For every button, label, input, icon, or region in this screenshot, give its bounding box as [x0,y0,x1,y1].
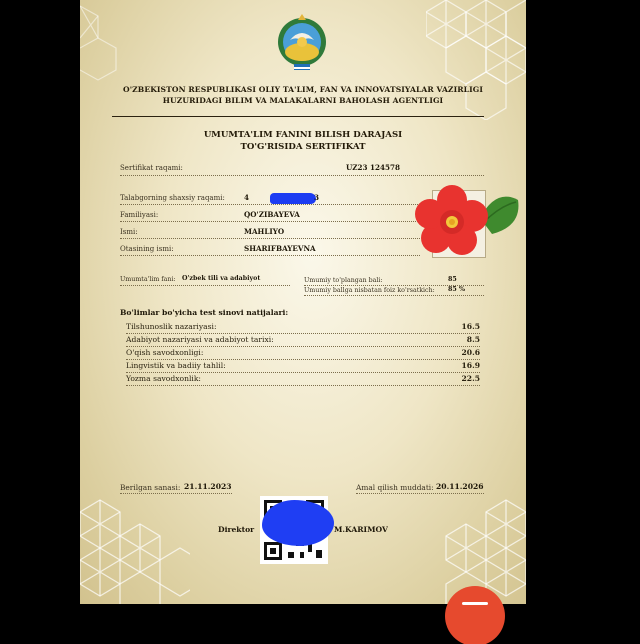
percent-value: 85 % [448,286,465,293]
agency-name [100,84,506,106]
total-score-label: Umumiy to'plangan bali: [304,277,383,284]
result-row [126,322,480,334]
percent-label: Umumiy ballga nisbatan foiz ko'rsatkich: [304,287,435,294]
redaction-mark [270,193,316,204]
result-section-name: Tilshunoslik nazariyasi: [126,322,217,331]
result-section-name: Lingvistik va badiiy tahlil: [126,361,226,370]
result-row [126,348,480,360]
title-line-1: UMUMTA'LIM FANINI BILISH DARAJASI [203,130,403,140]
dotted-line [120,204,420,205]
dotted-line [120,238,420,239]
certificate-number-label: Sertifikat raqami: [120,164,183,172]
patronymic-label: Otasining ismi: [120,245,174,253]
dotted-line [126,372,480,373]
dotted-line [304,295,484,296]
patronymic-value: SHARIFBAYEVNA [244,244,316,253]
agency-line-2: HUZURIDAGI BILIM VA MALAKALARNI BAHOLASH AGENTLIGI [162,96,444,105]
dotted-line [120,493,232,494]
issue-date-value: 21.11.2023 [184,482,232,491]
header-divider [112,116,484,117]
agency-line-1: O'ZBEKISTON RESPUBLIKASI OLIY TA'LIM, FAN VA INNOVATSIYALAR VAZIRLIGI [123,85,483,94]
director-label: Direktor [218,525,255,534]
dotted-line [120,175,484,176]
personal-id-label: Talabgorning shaxsiy raqami: [120,194,225,202]
certificate-number: UZ23 124578 [346,163,401,172]
floating-action-button[interactable] [442,584,508,644]
issue-date-label: Berilgan sanasi: [120,483,181,492]
result-section-name: O'qish savodxonligi: [126,348,204,357]
dotted-line [356,493,484,494]
surname-label: Familiyasi: [120,211,159,219]
result-section-name: Adabiyot nazariyasi va adabiyot tarixi: [126,335,274,344]
subject-value: O'zbek tili va adabiyot [182,275,261,282]
results-heading: Bo'limlar bo'yicha test sinovi natijalari: [120,308,289,317]
subject-label: Umumta'lim fani: [120,276,176,283]
result-row [126,374,480,386]
dotted-line [126,346,480,347]
valid-until-value: 20.11.2026 [436,482,484,491]
first-name-label: Ismi: [120,228,138,236]
dotted-line [120,285,290,286]
result-row [126,361,480,373]
result-section-name: Yozma savodxonlik: [126,374,201,383]
result-section-score: 16.5 [461,322,480,331]
first-name-value: MAHLIYO [244,227,285,236]
dotted-line [126,333,480,334]
flower-sticker-icon [414,182,522,262]
corner-pattern-top-left [80,0,120,90]
result-section-score: 20.6 [461,348,480,357]
result-section-score: 16.9 [461,361,480,370]
director-name: M.KARIMOV [334,525,388,534]
redaction-mark [262,500,334,546]
personal-id-start: 4 [244,193,250,202]
state-emblem-icon [276,12,328,74]
certificate-document [80,0,526,604]
dotted-line [126,359,480,360]
result-row [126,335,480,347]
valid-until-label: Amal qilish muddati: [356,483,434,492]
dotted-line [126,385,480,386]
dotted-line [120,255,420,256]
total-score-value: 85 [448,276,457,283]
result-section-score: 8.5 [466,335,480,344]
certificate-title [100,129,506,153]
surname-value: QO'ZIBAYEVA [244,210,300,219]
dotted-line [120,221,420,222]
title-line-2: TO'G'RISIDA SERTIFIKAT [240,142,366,152]
result-section-score: 22.5 [461,374,480,383]
personal-id-end: 3 [314,193,320,202]
